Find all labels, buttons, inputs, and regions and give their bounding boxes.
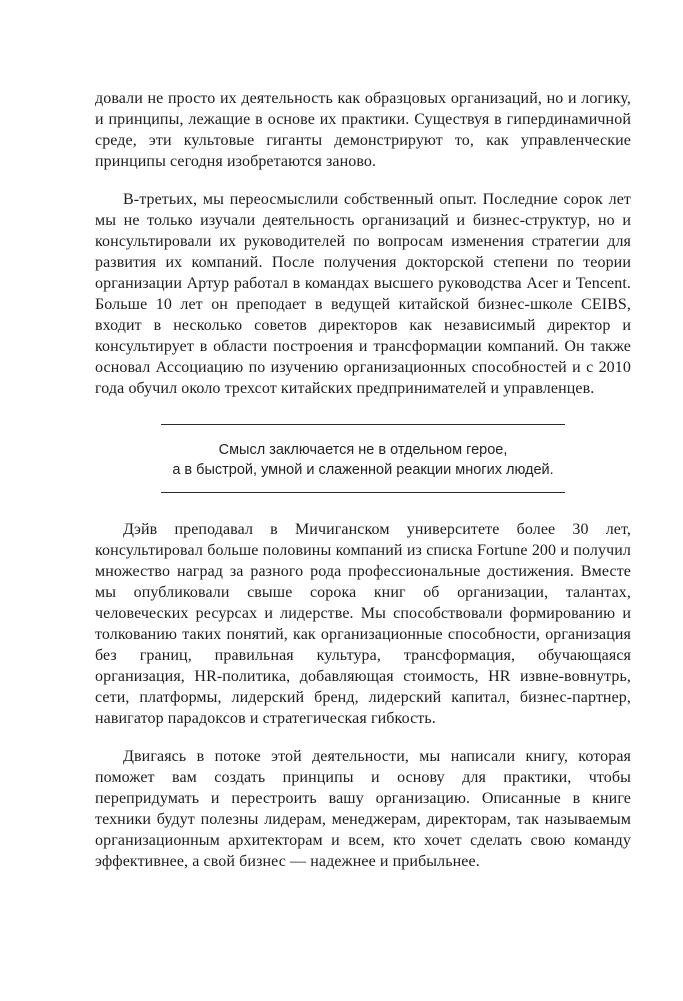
quote-line-1: Смысл заключается не в отдельном герое, <box>218 442 508 458</box>
paragraph-continuation: довали не просто их деятельность как образцовых организаций, но и логику, и принципы, лежащие в основе их практики. Существуя в гипердинамичной среде, эти культовые гиганты демонстрируют то, как управленческие принципы сегодня изобретаются заново. <box>95 90 631 170</box>
quote-text <box>161 425 565 492</box>
paragraph: Двигаясь в потоке этой деятельности, мы написали книгу, которая поможет вам создать принципы и основу для практики, чтобы перепридумать и перестроить вашу организацию. Описанные в книге техники будут полезны лидерам, менеджерам, директорам, так называемым организационным архитекторам и всем, кто хочет сделать свою команду эффективнее, а свой бизнес — надежнее и прибыльнее. <box>95 748 631 870</box>
paragraph: Дэйв преподавал в Мичиганском университете более 30 лет, консультировал больше половины компаний из списка Fortune 200 и получил множество наград за разного рода профессиональные достижения. Вместе мы опубликовали свыше сорока книг об организации, талантах, человеческих ресурсах и лидерстве. Мы способствовали формированию и толкованию таких понятий, как организационные способности, организация без границ, правильная культура, трансформация, обучающаяся организация, HR-политика, добавляющая стоимость, HR извне-вовнутрь, сети, платформы, лидерский бренд, лидерский капитал, бизнес-партнер, навигатор парадоксов и стратегическая гибкость. <box>95 521 631 727</box>
body-text <box>95 88 631 872</box>
paragraph: В-третьих, мы переосмыслили собственный опыт. Последние сорок лет мы не только изучали деятельность организаций и бизнес-структур, но и консультировали их руководителей по вопросам изменения стратегии для развития их компаний. После получения докторской степени по теории организации Артур работал в командах высшего руководства Acer и Tencent. Больше 10 лет он преподает в ведущей китайской бизнес-школе CEIBS, входит в несколько советов директоров как независимый директор и консультирует в области построения и трансформации компаний. Он также основал Ассоциацию по изучению организационных способностей и с 2010 года обучил около трехсот китайских предпринимателей и управленцев. <box>95 191 631 397</box>
quote-line-2: а в быстрой, умной и слаженной реакции многих людей. <box>172 462 554 478</box>
quote-rule-bottom <box>161 492 565 493</box>
pull-quote <box>161 424 565 493</box>
